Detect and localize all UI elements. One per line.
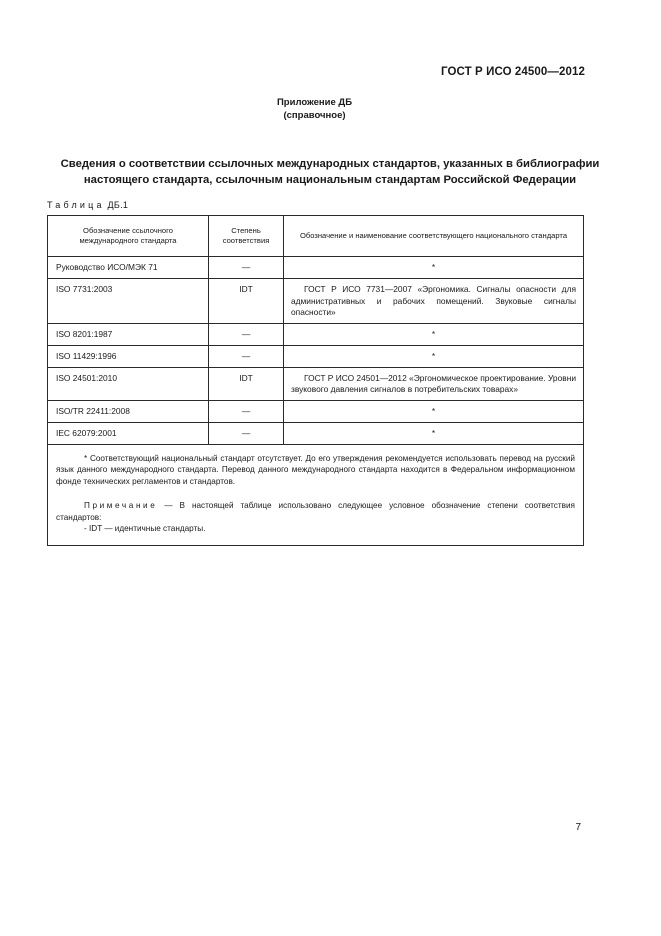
header-degree: Степень соответствия	[209, 216, 284, 257]
note-label: Примечание	[84, 501, 158, 510]
table-footer-row	[48, 444, 584, 545]
table-label	[47, 200, 128, 210]
cell-designation: Руководство ИСО/МЭК 71	[48, 257, 209, 279]
cell-designation: ISO 8201:1987	[48, 323, 209, 345]
cell-degree: —	[209, 400, 284, 422]
document-code: ГОСТ Р ИСО 24500—2012	[440, 66, 585, 78]
cell-designation: ISO 24501:2010	[48, 367, 209, 400]
cell-degree: —	[209, 257, 284, 279]
cell-degree: —	[209, 323, 284, 345]
note-text: — В настоящей таблице использовано следующее условное обозначение степени соответствия стандартов:	[56, 501, 575, 522]
table-label-word: Таблица	[47, 200, 105, 210]
cell-designation: IEC 62079:2001	[48, 422, 209, 444]
cell-national-standard: *	[284, 400, 584, 422]
header-designation: Обозначение ссылочного международного стандарта	[48, 216, 209, 257]
cell-national-standard: ГОСТ Р ИСО 24501—2012 «Эргономическое проектирование. Уровни звукового давления сигналов в потребительских товарах»	[284, 367, 584, 400]
table-row	[48, 323, 584, 345]
table-row	[48, 422, 584, 444]
page-number: 7	[575, 822, 581, 833]
cell-national-standard: ГОСТ Р ИСО 7731—2007 «Эргономика. Сигналы опасности для административных и рабочих помещений. Звуковые сигналы опасности»	[284, 279, 584, 324]
cell-national-standard: *	[284, 257, 584, 279]
note	[56, 500, 575, 523]
footnote: * Соответствующий национальный стандарт отсутствует. До его утверждения рекомендуется использовать перевод на русский язык данного международного стандарта. Перевод данного международного стандарта находится в Федеральном информационном фонде технических регламентов и стандартов.	[56, 453, 575, 486]
cell-designation: ISO 11429:1996	[48, 345, 209, 367]
cell-designation: ISO/TR 22411:2008	[48, 400, 209, 422]
note-item: - IDT — идентичные стандарты.	[84, 524, 206, 533]
table-row	[48, 257, 584, 279]
section-title: Сведения о соответствии ссылочных международных стандартов, указанных в библиографии настоящего стандарта, ссылочным национальным стандартам Российской Федерации	[60, 158, 600, 186]
cell-designation: ISO 7731:2003	[48, 279, 209, 324]
cell-degree: IDT	[209, 279, 284, 324]
table-row	[48, 279, 584, 324]
table-label-number: ДБ.1	[107, 200, 129, 210]
table-row	[48, 367, 584, 400]
cell-degree: —	[209, 345, 284, 367]
header-national-standard: Обозначение и наименование соответствующего национального стандарта	[284, 216, 584, 257]
cell-national-standard: *	[284, 323, 584, 345]
table-header-row	[48, 216, 584, 257]
cell-national-standard: *	[284, 345, 584, 367]
correspondence-table	[47, 215, 584, 546]
table-footer	[48, 444, 584, 545]
cell-degree: IDT	[209, 367, 284, 400]
appendix-title: Приложение ДБ	[276, 97, 353, 108]
cell-national-standard: *	[284, 422, 584, 444]
cell-degree: —	[209, 422, 284, 444]
appendix-subtitle: (справочное)	[283, 110, 346, 121]
table-row	[48, 400, 584, 422]
table-row	[48, 345, 584, 367]
appendix-heading	[0, 96, 629, 122]
